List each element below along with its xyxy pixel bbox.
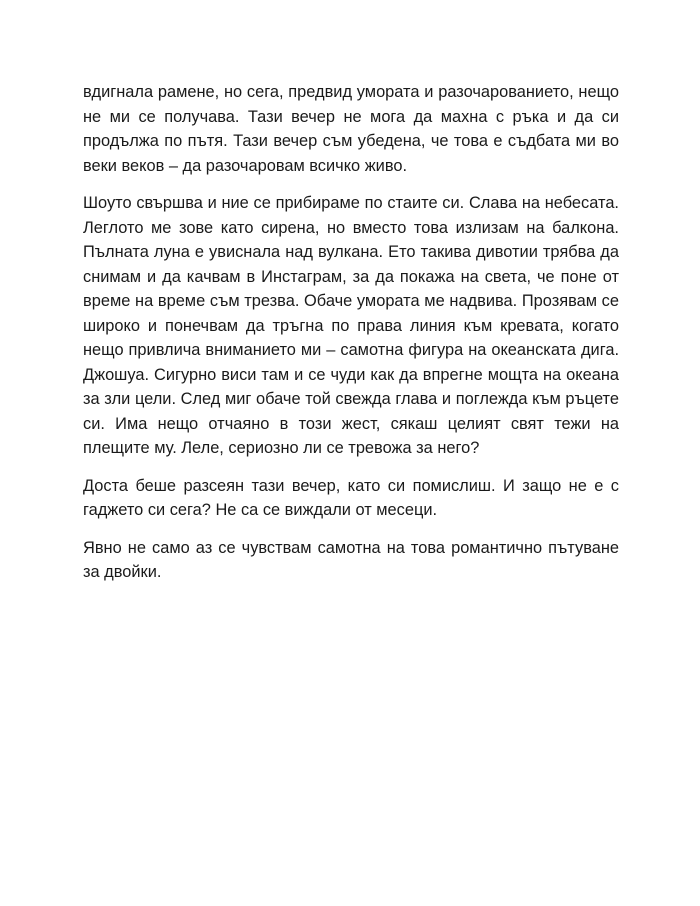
paragraph-2: Шоуто свършва и ние се прибираме по стаите си. Слава на небесата. Леглото ме зове като сирена, но вместо това излизам на балкона. Пълната луна е увиснала над вулкана. Ето такива дивотии трябва да снимам и да качвам в Инстаграм, за да покажа на света, че поне от време на време съм трезва. Обаче умората ме надвива. Прозявам се широко и понечвам да тръгна по права линия към кревата, когато нещо привлича вниманието ми – самотна фигура на океанската дига. Джошуа. Сигурно виси там и се чуди как да впрегне мощта на океана за зли цели. След миг обаче той свежда глава и поглежда към ръцете си. Има нещо отчаяно в този жест, сякаш целият свят тежи на плещите му. Леле, сериозно ли се тревожа за него? bbox=[83, 194, 619, 457]
paragraph-4: Явно не само аз се чувствам самотна на това романтично пътуване за двойки. bbox=[83, 538, 619, 581]
paragraph-3: Доста беше разсеян тази вечер, като си помислиш. И защо не е с гаджето си сега? Не са се виждали от месеци. bbox=[83, 476, 619, 519]
paragraph-1: вдигнала рамене, но сега, предвид умората и разочарованието, нещо не ми се получава. Тази вечер не мога да махна с ръка и да си продължа по пътя. Тази вечер съм убедена, че това е съдбата ми во веки веков – да разочаровам всичко живо. bbox=[83, 83, 619, 175]
document-body bbox=[83, 80, 619, 598]
